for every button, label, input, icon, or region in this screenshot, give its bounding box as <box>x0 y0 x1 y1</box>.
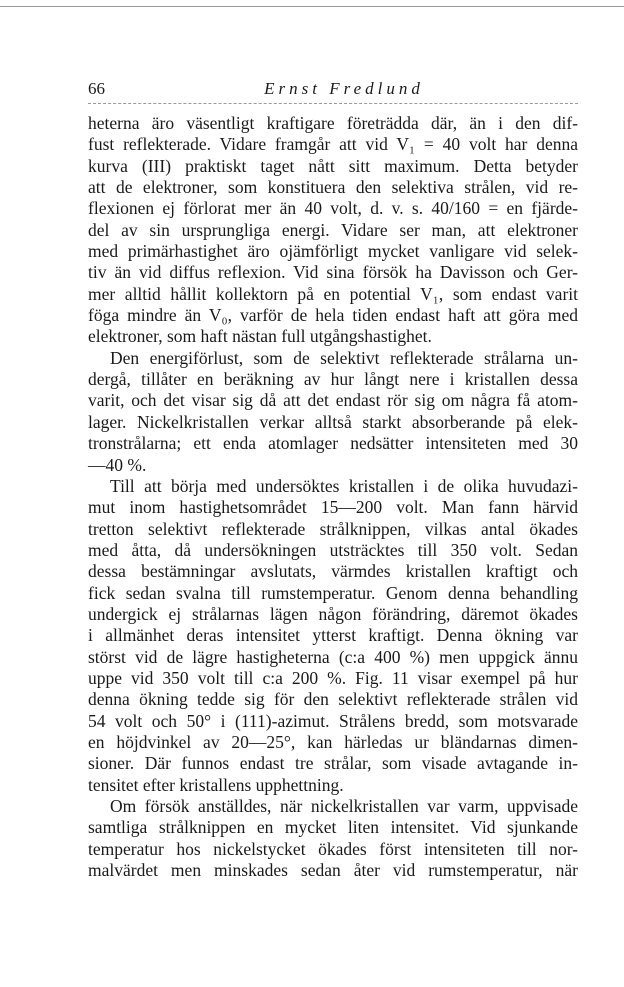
text-line: varit, och det visar sig då att det endast rör sig om några få atom- <box>88 390 578 411</box>
text-line: —40 %. <box>88 454 147 475</box>
text-line: tiv än vid diffus reflexion. Vid sina försök ha Davisson och Ger- <box>88 262 578 283</box>
text-line: störst vid de lägre hastigheterna (c:a 400 %) men uppgick ännu <box>88 646 578 667</box>
text-line: mer alltid hållit kollektorn på en potential V₁, som endast varit <box>88 283 578 304</box>
text-line: del av sin ursprungliga energi. Vidare ser man, att elektroner <box>88 219 578 240</box>
text-line: dessa bestämningar avslutats, värmdes kristallen kraftigt och <box>88 561 578 582</box>
text-line: med åtta, då undersökningen utsträcktes till 350 volt. Sedan <box>88 539 578 560</box>
header-rule <box>88 103 578 104</box>
text-line: mut inom hastighetsområdet 15—200 volt. Man fann härvid <box>88 497 578 518</box>
text-line: med primärhastighet äro ojämförligt mycket vanligare vid selek- <box>88 241 578 262</box>
text-line: Till att börja med undersöktes kristallen i de olika huvudazi- <box>110 475 578 496</box>
text-line: 54 volt och 50° i (111)-azimut. Strålens bredd, som motsvarade <box>88 710 578 731</box>
text-line: tronstrålarna; ett enda atomlager nedsätter intensiteten med 30 <box>88 433 578 454</box>
text-line: heterna äro väsentligt kraftigare företrädda där, än i den dif- <box>88 113 578 133</box>
text-line: undergick ej strålarnas lägen någon förändring, däremot ökades <box>88 603 578 624</box>
text-line: lager. Nickelkristallen verkar alltså starkt absorberande på elek- <box>88 411 578 432</box>
running-head: Ernst Fredlund <box>264 79 424 98</box>
text-line: dergå, tillåter en beräkning av hur långt nere i kristallen dessa <box>88 369 578 390</box>
page-number: 66 <box>88 79 105 98</box>
text-line: föga mindre än V₀, varför de hela tiden endast haft att göra med <box>88 305 578 326</box>
body-text <box>88 113 578 881</box>
text-line: att de elektroner, som konstituera den selektiva strålen, vid re- <box>88 177 578 198</box>
text-line: Den energiförlust, som de selektivt reflekterade strålarna un- <box>110 347 578 368</box>
text-line: tensitet efter kristallens upphettning. <box>88 774 344 795</box>
text-line: Om försök anställdes, när nickelkristallen var varm, uppvisade <box>110 796 578 816</box>
text-line: fick sedan svalna till rumstemperatur. Genom denna behandling <box>88 582 578 603</box>
text-line: en höjdvinkel av 20—25°, kan härledas ur bländarnas dimen- <box>88 731 578 752</box>
text-line: temperatur hos nickelstycket ökades först intensiteten till nor- <box>88 838 578 859</box>
text-line: tretton selektivt reflekterade strålknippen, vilkas antal ökades <box>88 518 578 539</box>
text-line: elektroner, som haft nästan full utgångshastighet. <box>88 326 432 347</box>
text-line: malvärdet men minskades sedan åter vid rumstemperatur, när <box>88 860 578 881</box>
page-header <box>88 78 578 102</box>
text-line: uppe vid 350 volt till c:a 200 %. Fig. 11 visar exempel på hur <box>88 667 578 688</box>
text-line: denna ökning tedde sig för den selektivt reflekterade strålen vid <box>88 689 578 710</box>
top-edge-rule <box>0 6 624 7</box>
text-line: flexionen ej förlorat mer än 40 volt, d. v. s. 40/160 = en fjärde- <box>88 198 578 219</box>
text-line: fust reflekterade. Vidare framgår att vid V₁ = 40 volt har denna <box>88 134 578 155</box>
text-line: samtliga strålknippen en mycket liten intensitet. Vid sjunkande <box>88 817 578 838</box>
text-line: sioner. Där funnos endast tre strålar, som visade avtagande in- <box>88 753 578 774</box>
text-line: i allmänhet deras intensitet ytterst kraftigt. Denna ökning var <box>88 625 578 646</box>
text-line: kurva (III) praktiskt taget nått sitt maximum. Detta betyder <box>88 155 578 176</box>
